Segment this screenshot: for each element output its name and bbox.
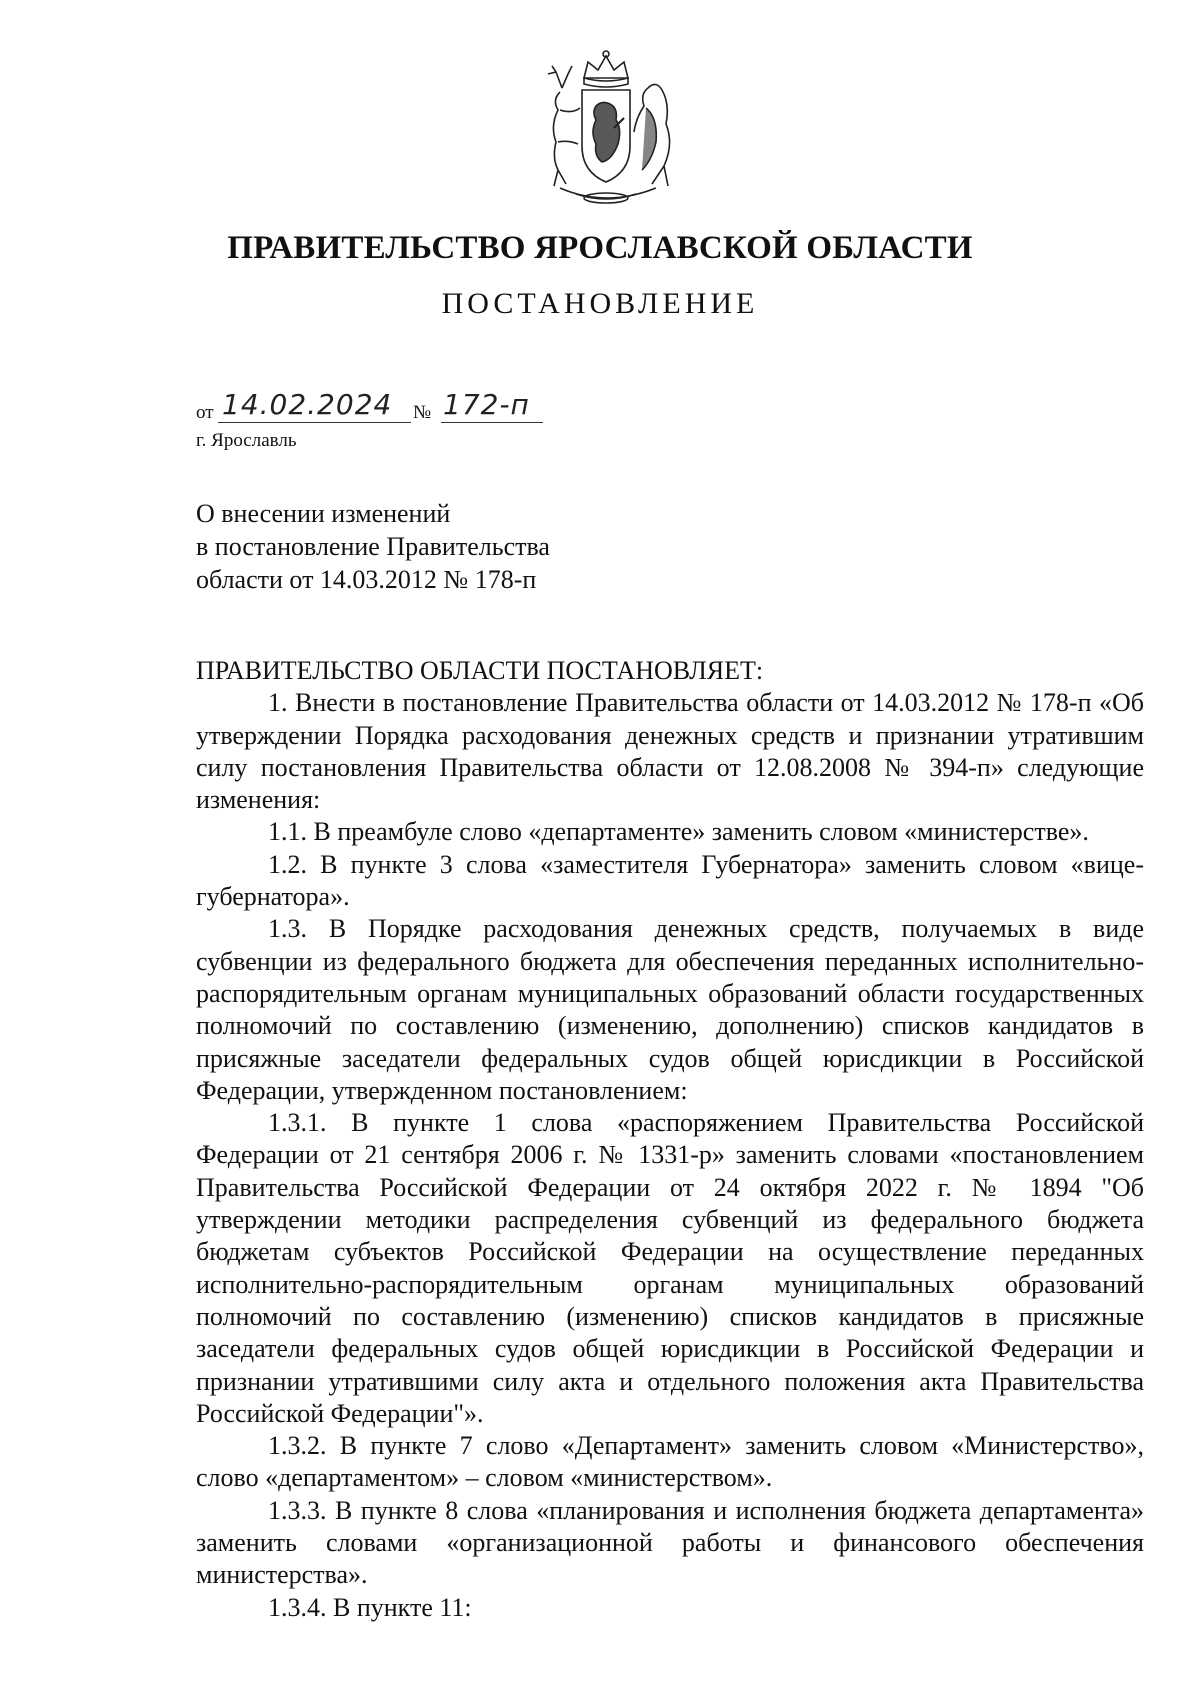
paragraph-1-3: 1.3. В Порядке расходования денежных средств, получаемых в виде субвенции из федерального бюджета для обеспечения переданных исполнительно-распорядительным органам муниципальных образований области государственных полномочий по составлению (изменению, дополнению) списков кандидатов в присяжные заседатели федеральных судов общей юрисдикции в Российской Федерации, утвержденном постановлением:	[196, 914, 1144, 1105]
handwritten-number: 172-п	[443, 388, 530, 421]
document-body	[196, 655, 1144, 1624]
subject-line: О внесении изменений	[196, 499, 451, 528]
document-date-number	[196, 388, 556, 428]
paragraph-1-1: 1.1. В преамбуле слово «департаменте» заменить словом «министерстве».	[268, 817, 1089, 847]
coat-of-arms-icon	[532, 48, 680, 208]
city: г. Ярославль	[196, 430, 297, 451]
number-prefix: №	[413, 402, 432, 423]
paragraph-1-3-1: 1.3.1. В пункте 1 слова «распоряжением Правительства Российской Федерации от 21 сентября 2006 г. № 1331-р» заменить словами «постановлением Правительства Российской Федерации от 24 октября 2022 г. № 1894 "Об утверждении методики распределения субвенций из федерального бюджета бюджетам субъектов Российской Федерации на осуществление переданных исполнительно-распорядительным органам муниципальных образований полномочий по составлению (изменению) списков кандидатов в присяжные заседатели федеральных судов общей юрисдикции в Российской Федерации и признании утратившими силу акта и отдельного положения акта Правительства Российской Федерации"».	[196, 1108, 1144, 1428]
subject-line: в постановление Правительства	[196, 532, 550, 561]
date-underline	[218, 422, 411, 423]
paragraph-1: 1. Внести в постановление Правительства области от 14.03.2012 № 178-п «Об утверждении Порядка расходования денежных средств и признании утратившим силу постановления Правительства области от 12.08.2008 № 394-п» следующие изменения:	[196, 688, 1144, 815]
paragraph-1-3-3: 1.3.3. В пункте 8 слова «планирования и исполнения бюджета департамента» заменить словами «организационной работы и финансового обеспечения министерства».	[196, 1495, 1144, 1590]
handwritten-date: 14.02.2024	[222, 388, 393, 421]
document-subject	[196, 497, 550, 596]
paragraph-1-3-4: 1.3.4. В пункте 11:	[268, 1592, 472, 1622]
government-title: ПРАВИТЕЛЬСТВО ЯРОСЛАВСКОЙ ОБЛАСТИ	[227, 230, 973, 266]
resolution-heading: ПРАВИТЕЛЬСТВО ОБЛАСТИ ПОСТАНОВЛЯЕТ:	[196, 656, 764, 685]
subject-line: области от 14.03.2012 № 178-п	[196, 565, 537, 594]
paragraph-1-3-2: 1.3.2. В пункте 7 слово «Департамент» заменить словом «Министерство», слово «департаментом» – словом «министерством».	[196, 1431, 1144, 1493]
date-prefix: от	[196, 402, 214, 423]
paragraph-1-2: 1.2. В пункте 3 слова «заместителя Губернатора» заменить словом «вице-губернатора».	[196, 849, 1144, 912]
document-type: ПОСТАНОВЛЕНИЕ	[441, 287, 759, 320]
number-underline	[441, 422, 543, 423]
